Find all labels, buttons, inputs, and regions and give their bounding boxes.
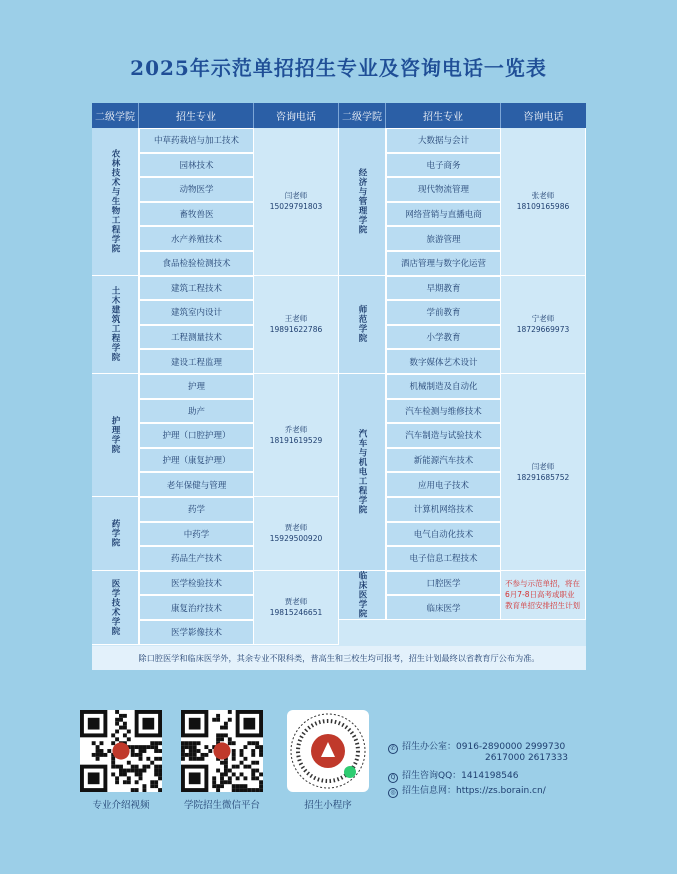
major-cell: 数字媒体艺术设计 — [386, 349, 501, 374]
phone-number[interactable]: 15029791803 — [269, 202, 323, 212]
teacher-name: 闫老师 — [531, 461, 555, 471]
phone-number[interactable]: 18109165986 — [516, 202, 570, 212]
major-cell: 小学教育 — [386, 325, 501, 350]
major-cell: 建筑工程技术 — [139, 276, 254, 301]
department-name: 医学技术学院 — [92, 571, 139, 645]
department-name: 护理学院 — [92, 374, 139, 497]
major-cell: 酒店管理与数字化运营 — [386, 251, 501, 276]
header-phone-right: 咨询电话 — [501, 103, 586, 128]
major-cell: 助产 — [139, 399, 254, 424]
qr-code-miniprogram — [287, 710, 369, 792]
department-name: 药学院 — [92, 497, 139, 571]
major-cell: 护理 — [139, 374, 254, 399]
phone-number[interactable]: 19891622786 — [269, 325, 323, 335]
teacher-name: 宁老师 — [531, 314, 555, 324]
major-cell: 汽车检测与维修技术 — [386, 399, 501, 424]
teacher-name: 乔老师 — [284, 425, 308, 434]
major-cell: 护理（康复护理） — [139, 448, 254, 473]
major-cell: 食品检验检测技术 — [139, 251, 254, 276]
contact-cell — [501, 374, 586, 571]
major-cell: 汽车制造与试验技术 — [386, 423, 501, 448]
qq-number: 1414198546 — [461, 771, 519, 781]
phone-number[interactable]: 18729669973 — [516, 325, 570, 335]
contact-qq — [388, 768, 518, 783]
contact-office — [388, 739, 565, 754]
office-phones-2: 2617000 2617333 — [485, 753, 569, 763]
phone-number[interactable]: 15929500920 — [269, 534, 323, 544]
major-cell: 建设工程监理 — [139, 349, 254, 374]
header-major-right: 招生专业 — [386, 103, 501, 128]
major-cell: 水产养殖技术 — [139, 226, 254, 251]
qr-code-video — [80, 710, 162, 792]
teacher-name: 王老师 — [284, 314, 308, 324]
teacher-name: 贾老师 — [284, 523, 308, 533]
major-cell: 新能源汽车技术 — [386, 448, 501, 473]
header-dept-right: 二级学院 — [339, 103, 386, 128]
web-label: 招生信息网： — [402, 786, 457, 796]
major-cell: 机械制造及自动化 — [386, 374, 501, 399]
contact-cell — [254, 276, 339, 374]
header-phone-left: 咨询电话 — [254, 103, 339, 128]
major-cell: 康复治疗技术 — [139, 595, 254, 620]
major-cell: 医学检验技术 — [139, 571, 254, 596]
department-name: 经济与管理学院 — [339, 128, 386, 276]
major-cell: 早期教育 — [386, 276, 501, 301]
major-cell: 动物医学 — [139, 177, 254, 202]
contact-cell — [254, 374, 339, 497]
major-cell: 旅游管理 — [386, 226, 501, 251]
major-cell: 建筑室内设计 — [139, 300, 254, 325]
qr-label-wechat: 学院招生微信平台 — [183, 800, 260, 811]
department-name: 农林技术与生物工程学院 — [92, 128, 139, 276]
major-cell: 计算机网络技术 — [386, 497, 501, 522]
office-label: 招生办公室： — [402, 742, 457, 752]
major-cell: 电子商务 — [386, 153, 501, 178]
major-cell: 畜牧兽医 — [139, 202, 254, 227]
major-cell: 中草药栽培与加工技术 — [139, 128, 254, 153]
footnote: 除口腔医学和临床医学外，其余专业不限科类，普高生和三校生均可报考，招生计划最终以省教育厅公布为准。 — [92, 646, 586, 670]
teacher-name: 贾老师 — [284, 597, 308, 607]
qr-code-wechat — [181, 710, 263, 792]
teacher-name: 闫老师 — [284, 191, 308, 201]
mini-program-code-icon — [287, 710, 369, 792]
phone-number[interactable]: 18191619529 — [269, 436, 323, 445]
contact-web — [388, 783, 546, 798]
major-cell: 药品生产技术 — [139, 546, 254, 571]
contact-cell — [501, 128, 586, 276]
major-cell: 口腔医学 — [386, 571, 501, 596]
major-cell: 药学 — [139, 497, 254, 522]
web-url[interactable]: https://zs.borain.cn/ — [456, 786, 546, 796]
contact-cell — [254, 571, 339, 645]
phone-number[interactable]: 19815246651 — [269, 608, 323, 618]
qr-pattern-icon — [181, 710, 263, 792]
phone-number[interactable]: 18291685752 — [516, 472, 570, 482]
office-phones-1: 0916-2890000 2999730 — [456, 742, 566, 752]
department-name: 土木建筑工程学院 — [92, 276, 139, 374]
department-name: 师范学院 — [339, 276, 386, 374]
qq-label: 招生咨询QQ： — [402, 771, 462, 781]
globe-icon: ◎ — [388, 788, 398, 798]
header-major-left: 招生专业 — [139, 103, 254, 128]
major-cell: 园林技术 — [139, 153, 254, 178]
qr-label-miniprogram: 招生小程序 — [304, 800, 352, 811]
header-dept-left: 二级学院 — [92, 103, 139, 128]
major-cell: 工程测量技术 — [139, 325, 254, 350]
department-name: 汽车与机电工程学院 — [339, 374, 386, 571]
major-cell: 现代物流管理 — [386, 177, 501, 202]
major-cell: 应用电子技术 — [386, 472, 501, 497]
phone-icon: ✆ — [388, 744, 398, 754]
majors-table — [92, 103, 586, 670]
major-cell: 电子信息工程技术 — [386, 546, 501, 571]
enrollment-note: 不参与示范单招，将在6月7-8日高考或职业教育单招安排招生计划 — [505, 579, 580, 611]
major-cell: 医学影像技术 — [139, 620, 254, 645]
major-cell: 中药学 — [139, 522, 254, 547]
page-title: 2025年示范单招招生专业及咨询电话一览表 — [130, 56, 547, 80]
qr-label-video: 专业介绍视频 — [92, 800, 150, 811]
major-cell: 网络营销与直播电商 — [386, 202, 501, 227]
department-name: 临床医学院 — [339, 571, 386, 620]
contact-cell — [501, 571, 586, 620]
contact-cell — [254, 128, 339, 276]
major-cell: 临床医学 — [386, 595, 501, 620]
contact-cell — [501, 276, 586, 374]
major-cell: 护理（口腔护理） — [139, 423, 254, 448]
contact-cell — [254, 497, 339, 571]
major-cell: 学前教育 — [386, 300, 501, 325]
major-cell: 大数据与会计 — [386, 128, 501, 153]
major-cell: 电气自动化技术 — [386, 522, 501, 547]
teacher-name: 张老师 — [531, 191, 555, 201]
qr-pattern-icon — [80, 710, 162, 792]
qq-icon: Q — [388, 773, 398, 783]
major-cell: 老年保健与管理 — [139, 472, 254, 497]
